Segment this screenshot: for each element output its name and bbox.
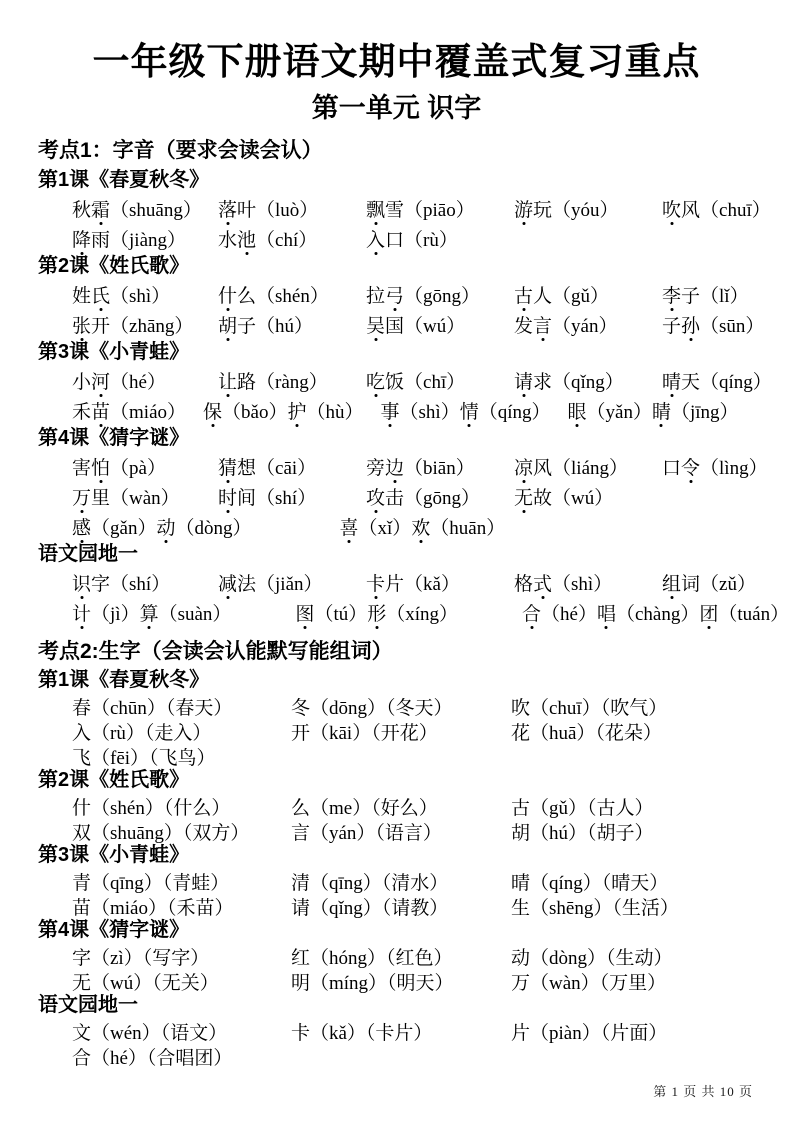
word-item: 万（wàn）（万里） — [511, 973, 667, 994]
section-heading: 考点1：字音（要求会读会认） — [38, 139, 323, 162]
word-item: 吹（chuī）（吹气） — [511, 698, 668, 719]
word-item: 落叶（luò） — [218, 195, 366, 222]
word-item: 青（qīng）（青蛙） — [72, 873, 230, 894]
word-item: 子孙（sūn） — [662, 311, 764, 338]
word-row — [38, 511, 755, 541]
lesson-heading: 第2课《姓氏歌》 — [38, 769, 190, 791]
word-item: 飘雪（piāo） — [366, 195, 514, 222]
word-row — [38, 597, 790, 627]
word-item: 红（hóng）（红色） — [291, 948, 453, 969]
word-row — [38, 818, 755, 843]
word-item: 入（rù）（走入） — [72, 723, 212, 744]
word-item: 组词（zǔ） — [662, 569, 756, 596]
word-item: 冬（dōng）（冬天） — [291, 698, 453, 719]
word-item: 保（bǎo）护（hù） — [203, 397, 363, 424]
lesson-heading: 第4课《猜字谜》 — [38, 427, 190, 449]
word-item: 减法（jiǎn） — [218, 569, 366, 596]
word-item: 字（zì）（写字） — [72, 948, 210, 969]
word-item: 言（yán）（语言） — [291, 823, 442, 844]
word-item: 害怕（pà） — [72, 453, 218, 480]
section-heading: 考点2:生字（会读会认能默写能组词） — [38, 640, 393, 663]
word-item: 请（qǐng）（请教） — [291, 898, 449, 919]
word-item: 古人（gǔ） — [514, 281, 662, 308]
word-item: 秋霜（shuāng） — [72, 195, 218, 222]
word-row — [38, 481, 755, 511]
unit-subtitle: 第一单元 识字 — [311, 93, 482, 123]
word-row — [38, 968, 755, 993]
word-item: 请求（qǐng） — [514, 367, 662, 394]
word-item: 攻击（gōng） — [366, 483, 514, 510]
word-row — [38, 279, 755, 309]
word-item: 水池（chí） — [218, 225, 366, 252]
word-item: 张开（zhāng） — [72, 311, 218, 338]
word-item: 计（jì）算（suàn） — [72, 599, 231, 626]
word-item: 胡（hú）（胡子） — [511, 823, 654, 844]
word-item: 吹风（chuī） — [662, 195, 771, 222]
lesson-heading: 第4课《猜字谜》 — [38, 919, 190, 941]
word-item: 感（gǎn）动（dòng） — [72, 513, 251, 540]
word-item: 春（chūn）（春天） — [72, 698, 233, 719]
word-row — [38, 365, 772, 395]
word-row — [38, 868, 755, 893]
word-row — [38, 1018, 755, 1043]
word-item: 明（míng）（明天） — [291, 973, 454, 994]
word-item: 旁边（biān） — [366, 453, 514, 480]
word-item: 开（kāi）（开花） — [291, 723, 438, 744]
word-item: 吴国（wú） — [366, 311, 514, 338]
word-item: 姓氏（shì） — [72, 281, 218, 308]
word-item: 苗（miáo）（禾苗） — [72, 898, 234, 919]
sections-container — [38, 138, 790, 1069]
word-row — [38, 309, 765, 339]
word-item: 花（huā）（花朵） — [511, 723, 662, 744]
word-item: 合（hé）（合唱团） — [72, 1048, 233, 1069]
word-item: 李子（lǐ） — [662, 281, 755, 308]
word-row — [38, 451, 768, 481]
lesson-heading: 第2课《姓氏歌》 — [38, 255, 190, 277]
word-row — [38, 567, 755, 597]
word-item: 双（shuāng）（双方） — [72, 823, 250, 844]
page-title: 一年级下册语文期中覆盖式复习重点 — [92, 41, 701, 82]
lesson-heading: 第1课《春夏秋冬》 — [38, 169, 210, 191]
word-item: 吃饭（chī） — [366, 367, 514, 394]
word-row — [38, 743, 755, 768]
word-item: 片（piàn）（片面） — [511, 1023, 668, 1044]
word-item: 合（hé）唱（chàng）团（tuán） — [522, 599, 789, 626]
exam-point-section-1 — [38, 138, 790, 627]
word-row — [38, 1043, 755, 1068]
word-item: 图（tú）形（xíng） — [295, 599, 458, 626]
word-item: 无（wú）（无关） — [72, 973, 219, 994]
exam-point-section-2 — [38, 639, 755, 1068]
word-row — [38, 193, 771, 223]
word-row — [38, 793, 755, 818]
word-row — [38, 693, 755, 718]
lesson-heading: 语文园地一 — [38, 543, 138, 565]
word-item: 卡（kǎ）（卡片） — [291, 1023, 433, 1044]
word-item: 万里（wàn） — [72, 483, 218, 510]
word-item: 清（qīng）（清水） — [291, 873, 449, 894]
word-item: 胡子（hú） — [218, 311, 366, 338]
word-item: 什么（shén） — [218, 281, 366, 308]
word-item: 动（dòng）（生动） — [511, 948, 673, 969]
word-item: 什（shén）（什么） — [72, 798, 231, 819]
word-row — [38, 718, 755, 743]
lesson-heading: 第3课《小青蛙》 — [38, 341, 190, 363]
word-row — [38, 943, 755, 968]
word-item: 晴（qíng）（晴天） — [511, 873, 669, 894]
lesson-heading: 第1课《春夏秋冬》 — [38, 669, 210, 691]
lesson-heading: 语文园地一 — [38, 994, 138, 1016]
word-row — [38, 893, 755, 918]
word-item: 凉风（liáng） — [514, 453, 662, 480]
word-item: 晴天（qíng） — [662, 367, 772, 394]
word-item: 禾苗（miáo） — [72, 397, 186, 424]
word-item: 喜（xǐ）欢（huān） — [339, 513, 505, 540]
word-item: 猜想（cāi） — [218, 453, 366, 480]
word-item: 拉弓（gōng） — [366, 281, 514, 308]
word-item: 眼（yǎn）睛（jīng） — [568, 397, 739, 424]
word-item: 降雨（jiàng） — [72, 225, 218, 252]
word-row — [38, 395, 755, 425]
word-item: 格式（shì） — [514, 569, 662, 596]
word-item: 口令（lìng） — [662, 453, 768, 480]
word-item: 识字（shí） — [72, 569, 218, 596]
word-item: 时间（shí） — [218, 483, 366, 510]
word-item: 入口（rù） — [366, 225, 514, 252]
word-item: 古（gǔ）（古人） — [511, 798, 654, 819]
word-row — [38, 223, 755, 253]
word-item: 卡片（kǎ） — [366, 569, 514, 596]
word-item: 文（wén）（语文） — [72, 1023, 228, 1044]
word-item: 飞（fēi）（飞鸟） — [72, 748, 216, 769]
word-item: 事（shì）情（qíng） — [381, 397, 551, 424]
word-item: 发言（yán） — [514, 311, 662, 338]
lesson-heading: 第3课《小青蛙》 — [38, 844, 190, 866]
page-number: 第 1 页 共 10 页 — [653, 1084, 753, 1099]
word-item: 生（shēng）（生活） — [511, 898, 679, 919]
word-item: 无故（wú） — [514, 483, 662, 510]
word-item: 小河（hé） — [72, 367, 218, 394]
word-item: 游玩（yóu） — [514, 195, 662, 222]
word-item: 让路（ràng） — [218, 367, 366, 394]
word-item: 么（me）（好么） — [291, 798, 438, 819]
